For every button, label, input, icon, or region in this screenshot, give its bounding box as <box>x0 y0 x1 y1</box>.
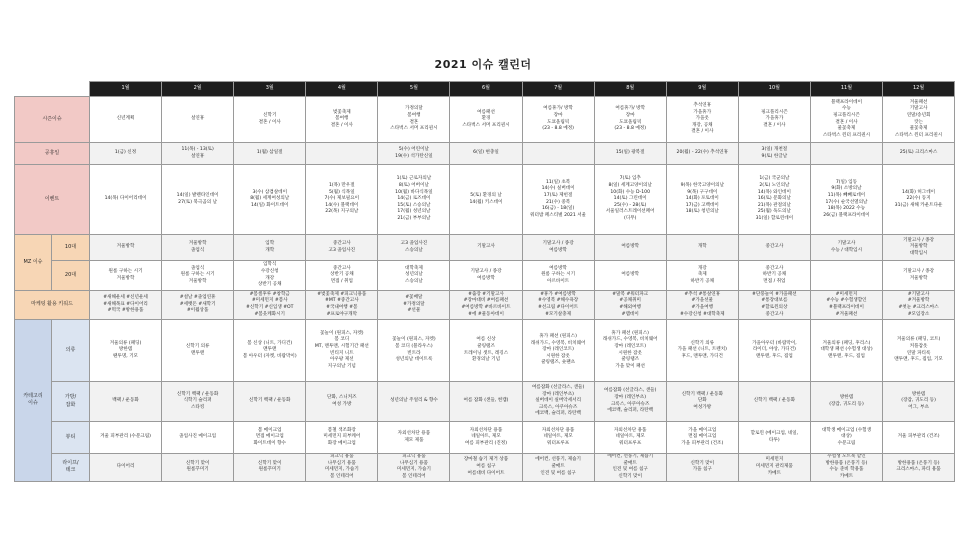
table-cell: 신학기 백팩 / 운동화 <box>738 382 810 422</box>
table-cell: 졸업사진 메이크업 <box>162 422 234 454</box>
table-cell: 설연휴 <box>162 97 234 143</box>
table-cell: 신학기 백팩 / 운동화 단화 여성가방 <box>666 382 738 422</box>
table-cell: 1(월) 삼일절 <box>234 143 306 165</box>
table-cell: 겨울패션 기말고사 연말/송년회 캇는 물꽃축제 스타벅스 윈터 프리퀀시 <box>883 97 955 143</box>
table-cell: 1(금) 신정 <box>90 143 162 165</box>
table-row <box>15 165 955 235</box>
table-cell: #휴가 #여름방학 #수영복 #해수욕장 #선크림 #다이어트 #모기살충제 <box>522 291 594 320</box>
month-header: 4월 <box>306 82 378 97</box>
table-cell: 고3 졸업사진 스승의날 <box>378 235 450 261</box>
table-cell: 5(수) 어린이날 19(수) 석가탄신일 <box>378 143 450 165</box>
table-cell: 입학식 수강신청 개강 상반기 공채 <box>234 261 306 291</box>
row-label: 시즌이슈 <box>15 97 90 143</box>
month-header: 8월 <box>594 82 666 97</box>
table-cell: #봄셀후루 #창학금 #미세먼지 #봄사 #신학기 #신입생 #OT #봄웃케화시기 <box>234 291 306 320</box>
month-header: 3월 <box>234 82 306 97</box>
group-label-category: 카테고리 이슈 <box>15 320 52 482</box>
table-cell: 방한템 (장갑, 귀도리 등) <box>810 382 882 422</box>
table-row <box>15 382 955 422</box>
table-cell: 중간고사 상반기 공채 면접 / 취업 <box>306 261 378 291</box>
table-cell: 신학기 의류 맨투맨 <box>162 320 234 382</box>
table-cell: 신학기 백팩 / 운동화 식학기 슬리퍼 스타킹 <box>162 382 234 422</box>
row-label: 이벤트 <box>15 165 90 235</box>
table-cell: 신학기 맞이 원룸꾸미기 <box>234 454 306 482</box>
table-cell: 여름 신상 쿨링탬즈 트레이닝 셋트, 레깅스 환경의날 기념 <box>450 320 522 382</box>
table-cell <box>306 143 378 165</box>
table-cell: 핑크플리시즌 가을휴가 결혼 / 이사 <box>738 97 810 143</box>
table-cell: 11(일) 초복 14(수) 실버데이 17(토) 제헌절 21(수) 중복 16(금) - 18(일) 워터밤 페스티벌 2021 서울 <box>522 165 594 235</box>
table-cell: 할로윈 (메이크업, 네일, 타투) <box>738 422 810 454</box>
table-cell: 블랙프라이데이 수능 핑크플리시즌 결혼 / 이사 물꽃축제 스타벅스 윈터 프리퀀시 <box>810 97 882 143</box>
table-cell: 7(일) 입동 9(화) 소방의날 11(목) 빼빼로데이 17(수) 순국선열의날 18(목) 2022 수능 26(금) 블랙프라이데이 <box>810 165 882 235</box>
table-row <box>15 454 955 482</box>
table-cell: #벚꽃축제 #피크닉용품 #MT #중간고사 #국내여행 #봄 #프로야구개막 <box>306 291 378 320</box>
month-header: 11월 <box>810 82 882 97</box>
table-cell: 신학기 맞이 가을 침구 <box>666 454 738 482</box>
table-cell: 신학기 의류 가을 패션 (니트, 트렌치) 후드, 맨투맨, 가디건 <box>666 320 738 382</box>
row-label: 뷰티 <box>52 422 90 454</box>
table-row <box>15 235 955 261</box>
table-row <box>15 320 955 382</box>
table-cell: 방한용품 (온풍기 등) 크리스마스, 파티 용품 <box>883 454 955 482</box>
table-cell: #말복 #워터파크 #공채취미 #해외여행 #랩데이 <box>594 291 666 320</box>
table-cell: 여름패션 환경 스타벅스 서머 프리퀀시 <box>450 97 522 143</box>
table-cell: 추석연휴 가을휴가 가을옷 개강, 공채 결혼 / 이사 <box>666 97 738 143</box>
issue-calendar-table <box>14 81 955 482</box>
table-cell: 기말고사 / 종강 겨울방학 <box>883 261 955 291</box>
table-cell: #새해운세 #신년운세 #새해목표 #다이어리 #떡국 #방한용품 <box>90 291 162 320</box>
table-cell: 피크닉 용품 나무심기 용품 미세먼지, 가습기 봄 인테리어 <box>378 454 450 482</box>
table-cell: 여름휴가/ 방학 장마 도쿄올림픽 (23 - 8.8 예정) <box>594 97 666 143</box>
table-cell: 14(목) 다이어리데이 <box>90 165 162 235</box>
table-cell: #추석 #통살연휴 #가을선물 #가을여행 #수강신청 #대학축제 <box>666 291 738 320</box>
month-header: 12월 <box>883 82 955 97</box>
table-cell: #단풍놀이 #가을패션 #통장대보름 #할로윈의상 중간고사 <box>738 291 810 320</box>
table-cell: 대학축제 성년의날 스승의날 <box>378 261 450 291</box>
table-cell: 여름방학 <box>594 261 666 291</box>
table-cell: 중간고사 <box>738 235 810 261</box>
table-cell: 14(일) 발렌타인데이 27(토) 북극곰의 날 <box>162 165 234 235</box>
table-cell: 겨울의류 (패딩, 후리스) 대학생 패션 (수험생 대상) 맨투맨, 후드, 집업 <box>810 320 882 382</box>
table-cell: 3(일) 개천절 9(토) 한글날 <box>738 143 810 165</box>
table-cell: 성년의날 주얼리 & 향수 <box>378 382 450 422</box>
table-cell: 1(금) 국군의날 2(토) 노인의날 14(목) 와인데이 16(토) 문화의날 21(목) 관절의날 25(월) 독도의날 31(일) 할로윈데이 <box>738 165 810 235</box>
table-cell: 20(월) - 22(수) 추석연휴 <box>666 143 738 165</box>
row-label: 10대 <box>52 235 90 261</box>
table-cell: 여름방학 <box>594 235 666 261</box>
table-cell: 여름방학 원룸 구하는 시기 아르바이트 <box>522 261 594 291</box>
table-cell: 겨울방학 <box>90 235 162 261</box>
table-cell: 에어컨, 선풍기, 제습기 쿨매트 인견 및 여름 침구 <box>522 454 594 482</box>
month-header: 1월 <box>90 82 162 97</box>
table-cell <box>810 261 882 291</box>
table-cell: 미세먼지 미세먼지 관리제품 카메트 <box>738 454 810 482</box>
table-cell: 봄철 색조화장 미세먼지 피부케어 화장 메이크업 <box>306 422 378 454</box>
table-cell: 신학기 백팩 / 운동화 <box>234 382 306 422</box>
table-cell: 11(목) - 13(토) 설연휴 <box>162 143 234 165</box>
table-cell: 자외선차단 용품 네일아트, 제모 워터프루프 <box>522 422 594 454</box>
page-title: 2021 이슈 캘린더 <box>434 58 532 71</box>
row-label: 의류 <box>52 320 90 382</box>
table-cell: 휴가 패션 (원피스) 래쉬가드, 수영복, 비치웨어 장마 (레인코트) 시원한 잠옷 쿨링탬즈 가을 맞이 패션 <box>594 320 666 382</box>
table-cell: 15(일) 광복절 <box>594 143 666 165</box>
table-cell: 여름잡화 (선글라스, 샌들) 장마 (레인부츠) 실버데이 실버악세서리 크록스, 아쿠아슈즈 에코백, 슬리퍼, 라탄백 <box>522 382 594 422</box>
month-header: 7월 <box>522 82 594 97</box>
month-header: 5월 <box>378 82 450 97</box>
table-cell: 피크닉 용품 나무심기 용품 미세먼지, 가습기 봄 인테리어 <box>306 454 378 482</box>
row-label: 라이프/ 테크 <box>52 454 90 482</box>
table-cell: 25(토) 크리스마스 <box>883 143 955 165</box>
table-cell: 5(토) 환경의 날 14(월) 키스데이 <box>450 165 522 235</box>
table-cell: 기말고사 / 종강 여름방학 <box>522 235 594 261</box>
table-cell <box>810 143 882 165</box>
table-cell: 다이어리 <box>90 454 162 482</box>
month-header: 10월 <box>738 82 810 97</box>
row-label: 공휴일 <box>15 143 90 165</box>
table-cell: 벚꽃축제 봄여행 결혼 / 이사 <box>306 97 378 143</box>
table-row <box>15 97 955 143</box>
table-cell: 대학생 메이크업 (수험생 대상) 수분크림 <box>810 422 882 454</box>
table-cell: 겨울 피부관리 (수분크림) <box>90 422 162 454</box>
table-cell: 신학기 맞이 원룸꾸미기 <box>162 454 234 482</box>
table-cell: 장마철 습기 제거 상품 여름 침구 여름대비 다이어트 <box>450 454 522 482</box>
table-cell: 가을아우터 (바람막이, 라이더, 야상, 가디건) 맨투맨, 후드, 집업 <box>738 320 810 382</box>
row-label: 20대 <box>52 261 90 291</box>
table-cell: 백팩 / 운동화 <box>90 382 162 422</box>
table-row <box>15 291 955 320</box>
table-cell: 방한템 (장갑, 귀도리 등) 어그, 부츠 <box>883 382 955 422</box>
table-cell: 원룸 구하는 시기 겨울방학 <box>90 261 162 291</box>
month-header-row <box>15 82 955 97</box>
table-cell: 자외선차단 용품 네일아트, 제모 여름 피부관리 (진정) <box>450 422 522 454</box>
table-row <box>15 422 955 454</box>
table-cell: 에어컨, 선풍기, 제습기 쿨매트 인견 및 여름 침구 신학기 맞이 <box>594 454 666 482</box>
table-cell: 꽃놀이 (원피스, 자켓) 봄 코디 MT, 맨투맨, 시험기간 패션 빈티지 니트 아우팡 제선 지구의날 기념 <box>306 320 378 382</box>
table-cell: 중간고사 하반기 공채 면접 / 취업 <box>738 261 810 291</box>
row-label: 마케팅 활용 키워드 <box>15 291 90 320</box>
table-cell: 가정의달 봄여행 결혼 스타벅스 서머 프리퀀시 <box>378 97 450 143</box>
table-cell: 7(토) 입추 8(일) 세계고양이의날 10(화) 수능 D-100 14(토) 그린데이 25(수) - 28(토) 서울일러스트레이션페어 (디무) <box>594 165 666 235</box>
table-cell: 겨울방학 졸업식 <box>162 235 234 261</box>
table-cell: 봄 메이크업 면접 메이크업 화이트데이 향수 <box>234 422 306 454</box>
table-cell: 1(목) 만우절 5(월) 식목일 7(수) 제보필요이 14(수) 블랙데이 22(목) 지구의날 <box>306 165 378 235</box>
table-cell: #꽃배달 #가정의달 #선물 <box>378 291 450 320</box>
table-cell: 단화, 스니커즈 여성 가방 <box>306 382 378 422</box>
table-cell: 중간고사 고3 졸업사진 <box>306 235 378 261</box>
table-cell: 입학 개학 <box>234 235 306 261</box>
table-cell: 겨울 피부관리 (건조) <box>883 422 955 454</box>
table-cell: 신학기 결혼 / 이사 <box>234 97 306 143</box>
table-cell: 3(수) 삼겹살데이 8(월) 세계여성의날 14(일) 화이트데이 <box>234 165 306 235</box>
table-cell: #미세먼지 #수능 #수험생할인 #블랙프라이데이 #겨울패션 <box>810 291 882 320</box>
table-cell: 여름휴가/ 방학 장마 도쿄올림픽 (23 - 8.8 예정) <box>522 97 594 143</box>
table-cell: #기말고사 #겨울방학 #첫눈 #크리스마스 #모임장소 <box>883 291 955 320</box>
table-cell: #출장 #기말고사 #장마대비 #여름패션 #여름방학 #바르바이트 #에 #물동아데이 <box>450 291 522 320</box>
table-cell: 1(토) 근로자의날 8(토) 어버이날 10(월) 바다식목일 14(금) 로즈데이 15(토) 스승의날 17(월) 성년의날 21(금) 부부의날 <box>378 165 450 235</box>
month-header: 2월 <box>162 82 234 97</box>
table-cell <box>522 143 594 165</box>
table-cell: 기말고사 수능 / 대학입시 <box>810 235 882 261</box>
table-cell: 개강 축제 하반기 공채 <box>666 261 738 291</box>
table-cell: 수험생 노트북 할인 방한용품 (온풍기 등) 수능 준비 학용품 카메트 <box>810 454 882 482</box>
table-row <box>15 143 955 165</box>
table-cell: 기말고사 <box>450 235 522 261</box>
table-cell: #설날 #졸업연휴 #세뱃돈 #새학기 #이월상품 <box>162 291 234 320</box>
month-header: 9월 <box>666 82 738 97</box>
table-cell: 여름 잡화 (샌들, 썬캡) <box>450 382 522 422</box>
table-row <box>15 261 955 291</box>
table-cell: 기말고사 / 종강 겨울방학 대학입시 <box>883 235 955 261</box>
group-label-mz: MZ 이슈 <box>15 235 52 291</box>
table-cell: 자외선차단 용품 네일아트, 제모 워터프루프 <box>594 422 666 454</box>
table-cell: 신년계획 <box>90 97 162 143</box>
table-cell: 졸업식 원룸 구하는 시기 겨울방학 <box>162 261 234 291</box>
table-cell: 겨울의류 (패딩) 방한템 땐투명, 기모 <box>90 320 162 382</box>
table-cell: 개학 <box>666 235 738 261</box>
table-cell: 자외선차단 용품 제모 제품 <box>378 422 450 454</box>
table-cell: 꽃놀이 (원피스, 자켓) 봄 코디 (블라우스) 빈트라 성년의날 데이트룩 <box>378 320 450 382</box>
table-cell: 6(일) 현충일 <box>450 143 522 165</box>
month-header: 6월 <box>450 82 522 97</box>
table-cell: 겨울의류 (패딩, 코트) 커플잠옷 연말 파티룩 맨투맨, 후드, 집업, 기모 <box>883 320 955 382</box>
table-cell: 여름잡화 (선글라스, 샌들) 장마 (레인부츠) 크록스, 아쿠아슈즈 에코백, 슬리퍼, 라탄백 <box>594 382 666 422</box>
table-cell: 14(화) 허그데이 22(수) 동지 31(금) 새해 카운트다운 <box>883 165 955 235</box>
table-cell: 9(목) 한국고양이의날 9(목) 구구데이 14(화) 포토데이 17(금) 고백데이 18(토) 청년의날 <box>666 165 738 235</box>
table-cell: 기말고사 / 종강 여름방학 <box>450 261 522 291</box>
row-label: 가방/ 잡화 <box>52 382 90 422</box>
table-cell: 가을 메이크업 면접 메이크업 가을 피부관리 (건조) <box>666 422 738 454</box>
table-cell: 봄 신상 (니트, 가디건) 맨투맨 봄 아우터 (자켓, 바람막이) <box>234 320 306 382</box>
table-cell: 휴가 패션 (원피스) 래쉬가드, 수영복, 비치웨어 장마 (레인코트) 시원한 잠옷 쿨링탬즈, 숏팬츠 <box>522 320 594 382</box>
header-corner <box>15 82 90 97</box>
